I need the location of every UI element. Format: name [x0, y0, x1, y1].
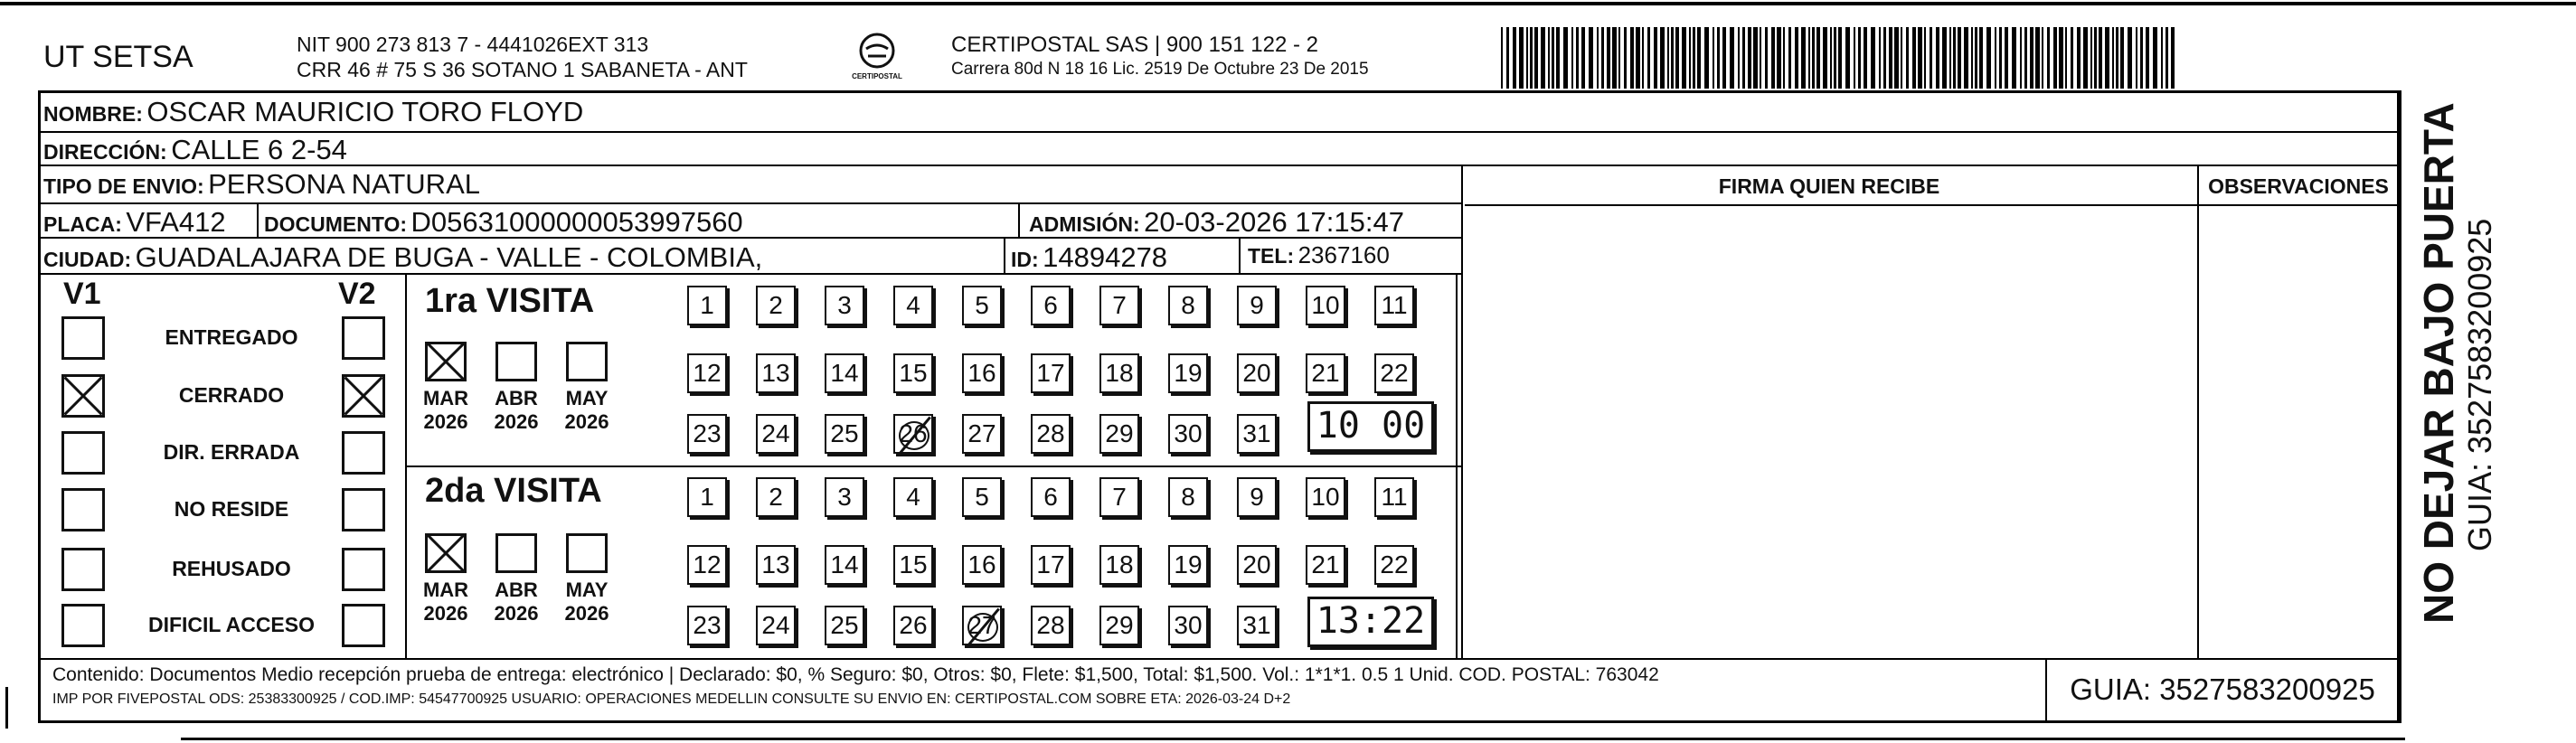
barcode-bar	[1901, 27, 1902, 89]
day-box[interactable]: 9	[1237, 477, 1277, 517]
day-box[interactable]: 3	[825, 286, 864, 325]
barcode-bar	[1816, 27, 1820, 89]
day-box[interactable]: 13	[756, 545, 796, 585]
day-box[interactable]: 16	[962, 353, 1002, 393]
day-box[interactable]: 14	[825, 545, 864, 585]
day-box[interactable]: 11	[1374, 477, 1414, 517]
rule	[2197, 165, 2199, 658]
barcode-bar	[1530, 27, 1533, 89]
documento-label: DOCUMENTO:	[264, 212, 408, 236]
barcode-bar	[1864, 27, 1867, 89]
barcode-bar	[1975, 27, 1977, 89]
barcode-bar	[1526, 27, 1528, 89]
barcode-bar	[1838, 27, 1842, 89]
day-box[interactable]: 2	[756, 286, 796, 325]
id-label: ID:	[1011, 248, 1039, 271]
barcode-bar	[1682, 27, 1686, 89]
v1-checkbox[interactable]	[61, 316, 105, 360]
day-box[interactable]: 27	[962, 414, 1002, 454]
day-box[interactable]: 21	[1306, 545, 1345, 585]
barcode-bar	[1942, 27, 1947, 89]
documento-row	[264, 206, 743, 239]
day-box[interactable]: 13	[756, 353, 796, 393]
day-box[interactable]: 5	[962, 477, 1002, 517]
barcode-bar	[1563, 27, 1568, 89]
barcode-bar	[1556, 27, 1560, 89]
barcode-bar	[2071, 27, 2073, 89]
barcode-bar	[1534, 27, 1538, 89]
day-box[interactable]: 11	[1374, 286, 1414, 325]
barcode-bar	[1858, 27, 1861, 89]
tipo-row	[43, 168, 480, 201]
day-box[interactable]: 20	[1237, 545, 1277, 585]
rule	[1456, 273, 1458, 658]
ciudad-value: GUADALAJARA DE BUGA - VALLE - COLOMBIA,	[135, 241, 763, 273]
day-box[interactable]: 1	[687, 477, 727, 517]
month-checkbox[interactable]	[566, 533, 608, 573]
barcode-bar	[1971, 27, 1973, 89]
barcode-bar	[1795, 27, 1798, 89]
rule	[405, 273, 407, 658]
barcode-bar	[1552, 27, 1554, 89]
month-label	[485, 578, 548, 625]
day-box[interactable]: 30	[1168, 606, 1208, 645]
month-year: 2026	[423, 410, 468, 433]
ciudad-label: CIUDAD:	[43, 248, 132, 271]
rule	[257, 202, 259, 237]
month-label	[414, 387, 477, 434]
barcode-bar	[2128, 27, 2132, 89]
observations-area[interactable]	[2201, 206, 2398, 656]
barcode-bar	[1854, 27, 1855, 89]
barcode-bar	[2090, 27, 2092, 89]
month-year: 2026	[494, 410, 539, 433]
rule	[405, 466, 1461, 467]
barcode-bar	[1630, 27, 1634, 89]
barcode-bar	[1748, 27, 1751, 89]
barcode-bar	[1636, 27, 1640, 89]
rule	[1018, 202, 1020, 237]
placa-row	[43, 206, 226, 239]
month-year: 2026	[564, 602, 609, 625]
barcode-bar	[2153, 27, 2157, 89]
status-label: DIFICIL ACCESO	[147, 613, 315, 636]
placa-label: PLACA:	[43, 212, 122, 236]
barcode-bar	[2146, 27, 2149, 89]
month-checkbox[interactable]	[425, 533, 467, 573]
day-box[interactable]: 29	[1099, 606, 1139, 645]
direccion-row	[43, 134, 347, 166]
company-name: UT SETSA	[43, 40, 193, 74]
barcode-bar	[1607, 27, 1610, 89]
day-box[interactable]: 22	[1374, 353, 1414, 393]
barcode-bar	[2024, 27, 2027, 89]
certipostal-address: Carrera 80d N 18 16 Lic. 2519 De Octubre 23 De 2015	[951, 60, 1369, 79]
v2-label: V2	[338, 277, 376, 311]
month-checkbox[interactable]	[495, 533, 537, 573]
barcode-bar	[1883, 27, 1886, 89]
tel-value: 2367160	[1297, 241, 1390, 268]
rule	[1239, 237, 1241, 273]
barcode-bar	[1519, 27, 1524, 89]
day-box[interactable]: 1	[687, 286, 727, 325]
day-box[interactable]: 7	[1099, 477, 1139, 517]
day-box[interactable]: 23	[687, 606, 727, 645]
barcode-bar	[1675, 27, 1679, 89]
barcode-bar	[1571, 27, 1573, 89]
firma-label: FIRMA QUIEN RECIBE	[1718, 174, 1940, 198]
nit-line: NIT 900 273 813 7 - 4441026EXT 313	[297, 33, 649, 56]
top-rule	[0, 2, 2576, 5]
observaciones-label: OBSERVACIONES	[2208, 174, 2389, 198]
direccion-value: CALLE 6 2-54	[171, 134, 347, 165]
barcode-bar	[1777, 27, 1781, 89]
certipostal-line: CERTIPOSTAL SAS | 900 151 122 - 2	[951, 33, 1318, 57]
tipo-label: TIPO DE ENVIO:	[43, 174, 204, 198]
barcode-bar	[2136, 27, 2137, 89]
barcode-bar	[1730, 27, 1734, 89]
day-box[interactable]: 18	[1099, 545, 1139, 585]
day-box[interactable]: 8	[1168, 477, 1208, 517]
barcode-bar	[1949, 27, 1951, 89]
admision-label: ADMISIÓN:	[1029, 212, 1140, 236]
rule	[1461, 165, 1463, 658]
month-name: ABR	[495, 387, 538, 409]
logo-text: CERTIPOSTAL	[852, 72, 902, 80]
barcode-bar	[2161, 27, 2163, 89]
barcode-bar	[1924, 27, 1926, 89]
day-box[interactable]: 5	[962, 286, 1002, 325]
second-visit-title: 2da VISITA	[425, 472, 602, 510]
barcode-bar	[1765, 27, 1768, 89]
barcode-bar	[1713, 27, 1714, 89]
month-label	[555, 387, 618, 434]
barcode-bar	[1697, 27, 1701, 89]
day-box[interactable]: 19	[1168, 545, 1208, 585]
tel-row	[1248, 241, 1390, 269]
barcode-bar	[1918, 27, 1922, 89]
barcode-bar	[2005, 27, 2008, 89]
company-address: CRR 46 # 75 S 36 SOTANO 1 SABANETA - ANT	[297, 58, 748, 81]
rule	[38, 202, 1461, 204]
day-box[interactable]: 6	[1031, 477, 1071, 517]
day-box[interactable]: 12	[687, 353, 727, 393]
rule	[38, 165, 2400, 166]
barcode-bar	[1597, 27, 1599, 89]
barcode-bar	[2035, 27, 2040, 89]
day-box[interactable]: 10	[1306, 286, 1345, 325]
barcode-bar	[1506, 27, 1509, 89]
month-name: MAY	[565, 578, 609, 601]
barcode-bar	[1808, 27, 1810, 89]
barcode-bar	[1823, 27, 1827, 89]
side-warning: NO DEJAR BAJO PUERTA	[2415, 102, 2462, 624]
barcode-bar	[1589, 27, 1593, 89]
day-box[interactable]: 3	[825, 477, 864, 517]
barcode-bar	[1958, 27, 1961, 89]
barcode-bar	[1771, 27, 1775, 89]
v2-checkbox[interactable]	[342, 548, 385, 591]
barcode-bar	[2047, 27, 2050, 89]
barcode-bar	[1667, 27, 1669, 89]
barcode-bar	[1879, 27, 1881, 89]
documento-value: D056310000000539975​60	[410, 206, 743, 238]
day-box[interactable]: 18	[1099, 353, 1139, 393]
barcode-bar	[2116, 27, 2118, 89]
barcode-bar	[1964, 27, 1968, 89]
barcode-bar	[1647, 27, 1650, 89]
month-label	[485, 387, 548, 434]
day-box[interactable]: 2	[756, 477, 796, 517]
barcode-bar	[2053, 27, 2057, 89]
barcode-bar	[1995, 27, 1996, 89]
v1-label: V1	[63, 277, 101, 311]
month-checkbox[interactable]	[495, 342, 537, 381]
barcode-bar	[2120, 27, 2124, 89]
left-edge-mark	[5, 687, 8, 729]
barcode-bar	[1845, 27, 1850, 89]
admision-value: 20-03-2026 17:15:47	[1144, 206, 1404, 238]
month-name: MAR	[422, 578, 469, 601]
day-box[interactable]: 10	[1306, 477, 1345, 517]
status-label: CERRADO	[178, 383, 285, 407]
barcode-bar	[1624, 27, 1627, 89]
day-box[interactable]: 15	[893, 353, 933, 393]
barcode-bar	[1753, 27, 1758, 89]
day-box[interactable]: 12	[687, 545, 727, 585]
barcode-bar	[1601, 27, 1604, 89]
v2-checkbox[interactable]	[342, 374, 385, 418]
day-box[interactable]: 30	[1168, 414, 1208, 454]
barcode-bar	[2083, 27, 2088, 89]
barcode-graphic	[1501, 27, 2179, 89]
barcode-bar	[1894, 27, 1899, 89]
v1-checkbox[interactable]	[61, 548, 105, 591]
day-box[interactable]: 24	[756, 414, 796, 454]
day-box[interactable]: 15	[893, 545, 933, 585]
barcode-bar	[1581, 27, 1585, 89]
barcode-bar	[2094, 27, 2097, 89]
barcode-bar	[1760, 27, 1761, 89]
status-label: REHUSADO	[172, 557, 291, 580]
barcode-bar	[1513, 27, 1516, 89]
barcode-bar	[1693, 27, 1695, 89]
status-label: NO RESIDE	[174, 497, 289, 521]
barcode-bar	[2030, 27, 2033, 89]
first-visit-title: 1ra VISITA	[425, 282, 595, 320]
barcode-bar	[1889, 27, 1892, 89]
v2-checkbox[interactable]	[342, 488, 385, 531]
barcode-bar	[1742, 27, 1745, 89]
admision-row	[1029, 206, 1404, 239]
rule	[2400, 90, 2401, 723]
v2-checkbox[interactable]	[342, 604, 385, 647]
barcode-bar	[1671, 27, 1674, 89]
bottom-rule	[181, 738, 2405, 740]
barcode-bar	[2166, 27, 2168, 89]
v1-checkbox[interactable]	[61, 604, 105, 647]
certipostal-logo	[850, 29, 904, 83]
month-label	[555, 578, 618, 625]
rule	[1004, 237, 1005, 273]
day-box[interactable]: 8	[1168, 286, 1208, 325]
barcode-bar	[1999, 27, 2002, 89]
barcode-bar	[2140, 27, 2143, 89]
v1-checkbox[interactable]	[61, 374, 105, 418]
barcode-bar	[1912, 27, 1916, 89]
month-label	[414, 578, 477, 625]
day-box[interactable]: 16	[962, 545, 1002, 585]
day-box[interactable]: 26	[893, 606, 933, 645]
contenido-line: Contenido: Documentos Medio recepción prueba de entrega: electrónico | Declarado: $0, % Seguro: $0, Otros: $0, Flete: $1,500, Total: $1,500. Vol.: 1*1*1. 0.5 1 Unid. COD. POSTAL: 763042	[52, 664, 1659, 685]
barcode-bar	[2112, 27, 2114, 89]
day-box[interactable]: 9	[1237, 286, 1277, 325]
day-box[interactable]: 4	[893, 286, 933, 325]
barcode-bar	[1812, 27, 1815, 89]
barcode-bar	[1936, 27, 1939, 89]
barcode-bar	[1704, 27, 1709, 89]
day-box[interactable]: 28	[1031, 606, 1071, 645]
month-year: 2026	[423, 602, 468, 625]
day-box[interactable]: 7	[1099, 286, 1139, 325]
status-label: DIR. ERRADA	[163, 440, 300, 464]
barcode-bar	[1906, 27, 1909, 89]
barcode-bar	[1618, 27, 1620, 89]
tipo-value: PERSONA NATURAL	[208, 168, 480, 200]
day-box[interactable]: 27	[962, 606, 1002, 645]
day-box[interactable]: 26	[893, 414, 933, 454]
day-box[interactable]: 22	[1374, 545, 1414, 585]
barcode-bar	[1541, 27, 1545, 89]
direccion-label: DIRECCIÓN:	[43, 140, 167, 164]
barcode-bar	[1642, 27, 1644, 89]
imp-line: IMP POR FIVEPOSTAL ODS: 25383300925 / COD.IMP: 54547700925 USUARIO: OPERACIONES MEDELLIN CONSULTE SU ENVIO EN: CERTIPOSTAL.COM SOBRE ETA: 2026-03-24 D+2	[52, 691, 1291, 707]
id-value: 14894278	[1043, 241, 1168, 273]
barcode-bar	[2042, 27, 2043, 89]
barcode-bar	[2065, 27, 2067, 89]
day-box[interactable]: 19	[1168, 353, 1208, 393]
barcode-bar	[1501, 27, 1503, 89]
barcode-bar	[2171, 27, 2175, 89]
day-box[interactable]: 24	[756, 606, 796, 645]
barcode-bar	[1871, 27, 1875, 89]
day-box[interactable]: 17	[1031, 545, 1071, 585]
v2-checkbox[interactable]	[342, 431, 385, 475]
barcode-bar	[1654, 27, 1657, 89]
tel-label: TEL:	[1248, 244, 1295, 268]
barcode-bar	[1953, 27, 1956, 89]
nombre-row	[43, 96, 583, 128]
barcode-bar	[2012, 27, 2016, 89]
first-visit-time: 10 00	[1307, 401, 1434, 452]
day-box[interactable]: 6	[1031, 286, 1071, 325]
barcode-bar	[2077, 27, 2081, 89]
barcode-bar	[1576, 27, 1579, 89]
month-year: 2026	[494, 602, 539, 625]
status-label: ENTREGADO	[165, 325, 298, 349]
barcode-bar	[1722, 27, 1726, 89]
id-row	[1011, 241, 1167, 274]
barcode-bar	[1979, 27, 1983, 89]
barcode	[1501, 27, 2179, 89]
rule	[38, 131, 2400, 133]
nombre-value: OSCAR MAURICIO TORO FLOYD	[146, 96, 584, 127]
barcode-bar	[2059, 27, 2063, 89]
day-box[interactable]: 29	[1099, 414, 1139, 454]
day-box[interactable]: 23	[687, 414, 727, 454]
v1-checkbox[interactable]	[61, 431, 105, 475]
barcode-bar	[2020, 27, 2022, 89]
v1-checkbox[interactable]	[61, 488, 105, 531]
day-box[interactable]: 28	[1031, 414, 1071, 454]
day-box[interactable]: 14	[825, 353, 864, 393]
month-name: MAY	[565, 387, 609, 409]
barcode-bar	[2099, 27, 2102, 89]
ciudad-row	[43, 241, 762, 274]
month-checkbox[interactable]	[425, 342, 467, 381]
barcode-bar	[1783, 27, 1785, 89]
month-name: MAR	[422, 387, 469, 409]
month-name: ABR	[495, 578, 538, 601]
barcode-bar	[1660, 27, 1665, 89]
barcode-bar	[1788, 27, 1791, 89]
day-box[interactable]: 21	[1306, 353, 1345, 393]
v2-checkbox[interactable]	[342, 316, 385, 360]
barcode-bar	[1930, 27, 1932, 89]
day-box[interactable]: 17	[1031, 353, 1071, 393]
day-box[interactable]: 20	[1237, 353, 1277, 393]
day-box[interactable]: 31	[1237, 414, 1277, 454]
day-box[interactable]: 25	[825, 606, 864, 645]
barcode-bar	[1689, 27, 1691, 89]
barcode-bar	[1548, 27, 1550, 89]
barcode-bar	[1801, 27, 1806, 89]
guia-box: GUIA: 3527583200925	[2070, 672, 2375, 706]
barcode-bar	[2105, 27, 2109, 89]
barcode-bar	[1612, 27, 1617, 89]
month-checkbox[interactable]	[566, 342, 608, 381]
nombre-label: NOMBRE:	[43, 102, 143, 126]
side-guia: GUIA: 3527583200925	[2461, 218, 2498, 551]
month-year: 2026	[564, 410, 609, 433]
barcode-bar	[1986, 27, 1991, 89]
signature-area[interactable]	[1465, 206, 2195, 656]
day-box[interactable]: 4	[893, 477, 933, 517]
barcode-bar	[1834, 27, 1836, 89]
second-visit-time: 13:22	[1307, 597, 1434, 647]
day-box[interactable]: 31	[1237, 606, 1277, 645]
barcode-bar	[1717, 27, 1720, 89]
barcode-bar	[1738, 27, 1740, 89]
day-box[interactable]: 25	[825, 414, 864, 454]
barcode-bar	[1830, 27, 1832, 89]
placa-value: VFA412	[126, 206, 226, 238]
